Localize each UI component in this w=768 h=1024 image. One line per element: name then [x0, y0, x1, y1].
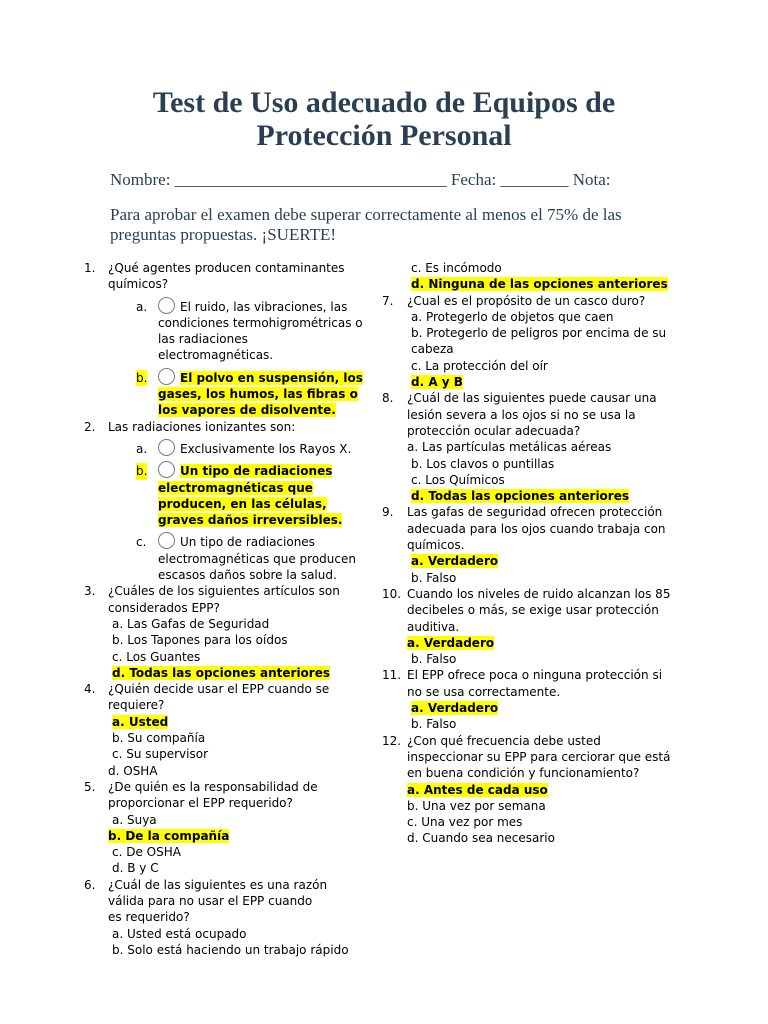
question-number: 5. [84, 779, 96, 794]
question-text: ¿Quién decide usar el EPP cuando se requiere? [108, 682, 330, 713]
option-4a [108, 714, 364, 730]
question-text: Las radiaciones ionizantes son: [108, 419, 296, 434]
option-5c: c. De OSHA [112, 845, 181, 860]
option-letter: c. [136, 535, 147, 550]
option-3a: a. Las Gafas de Seguridad [112, 616, 270, 631]
answer-highlight: d. Todas las opciones anteriores [411, 489, 629, 504]
answer-highlight: a. Antes de cada uso [407, 782, 548, 797]
question-number: 6. [84, 877, 96, 892]
title-line-1: Test de Uso adecuado de Equipos de [152, 86, 616, 119]
question-7 [382, 293, 672, 391]
answer-highlight: a. Verdadero [411, 554, 499, 569]
left-column [84, 260, 364, 958]
option-text-highlighted: El polvo en suspensión, los gases, los humos, las fibras o los vapores de disolvente. [158, 370, 363, 418]
option-2c[interactable] [108, 532, 364, 583]
option-8c: c. Los Químicos [411, 472, 505, 487]
option-8a: a. Las partículas metálicas aéreas [407, 440, 612, 455]
option-9b: b. Falso [411, 570, 457, 585]
radio-circle-icon[interactable] [158, 439, 175, 456]
option-3b: b. Los Tapones para los oídos [112, 633, 288, 648]
radio-circle-icon[interactable] [158, 368, 175, 385]
answer-highlight: a. Verdadero [411, 701, 499, 716]
option-text: Un tipo de radiaciones electromagnéticas que producen escasos daños sobre la salud. [158, 535, 356, 583]
question-number: 10. [382, 586, 402, 601]
question-number: 1. [84, 261, 96, 275]
option-7c: c. La protección del oír [411, 358, 548, 373]
option-11b: b. Falso [411, 717, 457, 732]
question-6 [84, 877, 364, 958]
option-2a[interactable] [108, 439, 364, 457]
name-date-grade-line: Nombre: ________________________________ Fecha: ________ Nota: [110, 170, 611, 189]
option-12c: c. Una vez por mes [407, 815, 523, 830]
option-4d: d. OSHA [108, 763, 158, 778]
question-11 [382, 667, 672, 732]
question-12 [382, 733, 672, 847]
question-number: 7. [382, 293, 394, 308]
option-5b [108, 828, 364, 844]
question-text: ¿Cuál de las siguientes es una razón válida para no usar el EPP cuando [108, 877, 328, 908]
question-3 [84, 583, 364, 681]
option-7b: b. Protegerlo de peligros por encima de su cabeza [411, 326, 667, 357]
option-11a [407, 700, 672, 716]
question-6-continued [382, 260, 672, 293]
question-10 [382, 586, 672, 667]
option-9a [407, 553, 672, 569]
option-text-highlighted: Un tipo de radiaciones electromagnéticas que producen, en las células, graves daños irreversibles. [158, 464, 343, 528]
option-5a: a. Suya [112, 812, 157, 827]
question-text: ¿Qué agentes producen contaminantes químicos? [108, 261, 345, 292]
option-10a [407, 635, 672, 651]
option-5d: d. B y C [112, 861, 159, 876]
option-8d [407, 488, 672, 504]
option-12a [407, 782, 672, 798]
option-1a[interactable] [108, 297, 364, 364]
right-column [382, 260, 672, 847]
option-8b: b. Los clavos o puntillas [411, 456, 555, 471]
title-line-2: Protección Personal [256, 119, 512, 152]
question-number: 2. [84, 419, 96, 434]
question-text: ¿Cuáles de los siguientes artículos son considerados EPP? [108, 584, 340, 615]
question-number: 9. [382, 505, 394, 520]
question-5 [84, 779, 364, 877]
option-text: Exclusivamente los Rayos X. [180, 441, 352, 456]
option-6d [407, 276, 672, 292]
answer-highlight: b. De la compañía [108, 828, 230, 843]
option-3c: c. Los Guantes [112, 649, 201, 664]
question-text: ¿Cuál de las siguientes puede causar una lesión severa a los ojos si no se usa la protección ocular adecuada? [407, 391, 657, 438]
question-number: 3. [84, 584, 96, 599]
document-title [0, 86, 768, 152]
option-letter: b. [136, 370, 148, 385]
question-text: Cuando los niveles de ruido alcanzan los 85 decibeles o más, se exige usar protección auditiva. [407, 586, 671, 634]
option-1b[interactable] [108, 368, 364, 419]
answer-highlight: d. Todas las opciones anteriores [112, 665, 330, 680]
answer-highlight: d. A y B [411, 375, 463, 390]
answer-highlight: d. Ninguna de las opciones anteriores [411, 277, 668, 292]
option-10b: b. Falso [411, 652, 457, 667]
question-2 [84, 419, 364, 584]
question-8 [382, 390, 672, 504]
question-number: 12. [382, 733, 402, 748]
question-9 [382, 504, 672, 585]
option-letter: b. [136, 464, 148, 479]
question-text: ¿Con qué frecuencia debe usted inspeccionar su EPP para cerciorar que está en buena condición y funcionamiento? [407, 733, 671, 781]
question-text: El EPP ofrece poca o ninguna protección si no se usa correctamente. [407, 668, 663, 699]
option-6c: c. Es incómodo [411, 261, 502, 275]
option-7a: a. Protegerlo de objetos que caen [411, 309, 614, 324]
option-text: El ruido, las vibraciones, las condiciones termohigrométricas o las radiaciones electromagnéticas. [158, 299, 363, 363]
option-6a: a. Usted está ocupado [112, 926, 247, 941]
question-number: 4. [84, 682, 96, 697]
question-text: Las gafas de seguridad ofrecen protección adecuada para los ojos cuando trabaja con químicos. [407, 505, 666, 553]
option-4b: b. Su compañía [112, 731, 206, 746]
question-text-continued: es requerido? [108, 910, 190, 925]
question-4 [84, 681, 364, 779]
question-number: 11. [382, 668, 402, 683]
option-letter: a. [136, 299, 148, 314]
option-6b: b. Solo está haciendo un trabajo rápido [112, 942, 349, 957]
option-3d [108, 665, 364, 681]
option-12d: d. Cuando sea necesario [407, 831, 555, 846]
intro-text: Para aprobar el examen debe superar correctamente al menos el 75% de las preguntas propuestas. ¡SUERTE! [110, 205, 622, 244]
answer-highlight: a. Usted [112, 714, 169, 729]
radio-circle-icon[interactable] [158, 461, 175, 478]
radio-circle-icon[interactable] [158, 297, 175, 314]
option-letter: a. [136, 441, 148, 456]
option-12b: b. Una vez por semana [407, 798, 546, 813]
answer-highlight: a. Verdadero [407, 635, 495, 650]
option-7d [407, 374, 672, 390]
question-text: ¿De quién es la responsabilidad de proporcionar el EPP requerido? [108, 779, 318, 811]
question-1 [84, 260, 364, 419]
question-number: 8. [382, 391, 394, 406]
radio-circle-icon[interactable] [158, 532, 175, 549]
question-text: ¿Cual es el propósito de un casco duro? [407, 293, 646, 308]
option-4c: c. Su supervisor [112, 747, 209, 762]
option-2b[interactable] [108, 461, 364, 528]
